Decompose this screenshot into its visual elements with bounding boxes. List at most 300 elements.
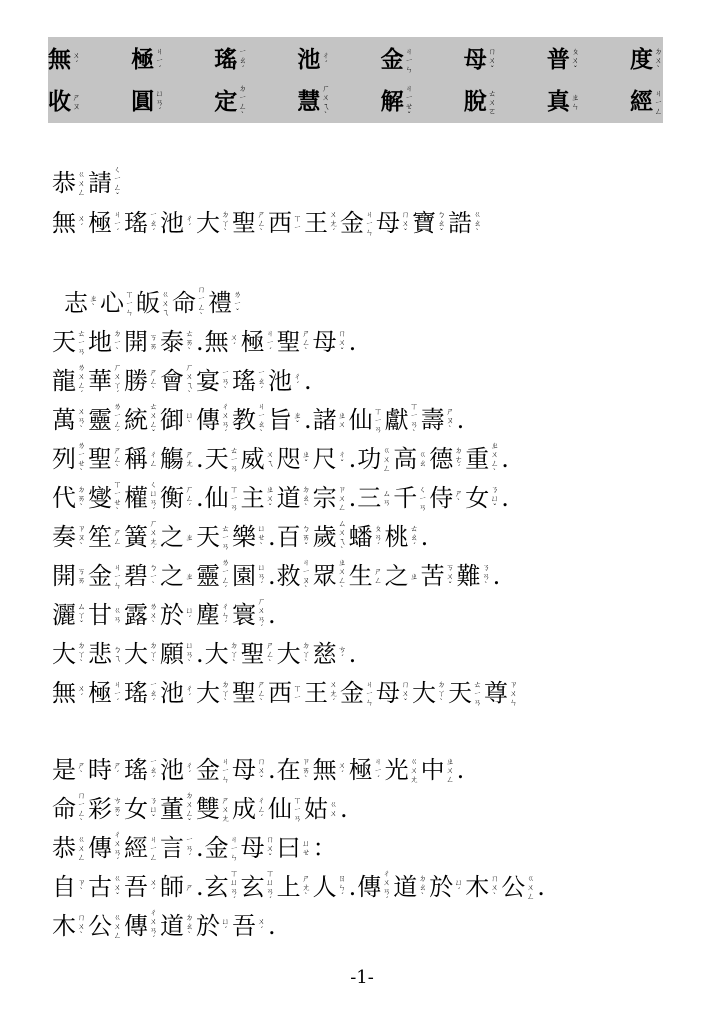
- text-char: [160, 203, 196, 243]
- zhuyin-annotation: ㄐㄧㄥ: [654, 88, 663, 116]
- punctuation-mark: .: [304, 367, 312, 395]
- hanzi: 歲: [312, 523, 337, 551]
- text-char: [277, 867, 313, 907]
- zhuyin-annotation: ㄇㄨˋ: [77, 912, 86, 940]
- hanzi: 請: [88, 169, 112, 197]
- text-char: [412, 203, 448, 243]
- punctuation-mark: .: [340, 795, 348, 823]
- text-line: [52, 750, 714, 790]
- hanzi: 極: [348, 756, 373, 784]
- zhuyin-annotation: ㄩㄝ: [302, 839, 311, 857]
- zhuyin-annotation: ㄌㄧˇ: [233, 289, 242, 317]
- text-char: [429, 867, 465, 907]
- punctuation: [349, 322, 358, 362]
- text-char: [124, 828, 160, 868]
- hanzi: 金: [88, 562, 112, 590]
- hanzi: 池: [160, 756, 184, 784]
- zhuyin-annotation: ㄍㄨㄥ: [77, 834, 86, 862]
- punctuation-mark: .: [196, 834, 204, 862]
- zhuyin-annotation: ㄌㄧㄥˊ: [113, 402, 122, 438]
- text-char: [196, 750, 232, 790]
- zhuyin-annotation: ㄔㄨㄢˊ: [382, 869, 391, 905]
- hanzi: 地: [88, 328, 112, 356]
- text-char: [313, 750, 349, 790]
- punctuation-mark: .: [348, 445, 357, 473]
- text-char: [393, 478, 429, 518]
- text-char: [277, 828, 313, 868]
- hanzi: 瑤: [214, 46, 238, 73]
- zhuyin-annotation: ㄔㄣˊ: [221, 601, 230, 629]
- title-char: [297, 39, 330, 81]
- text-char: [457, 556, 493, 596]
- hanzi: 玄: [204, 873, 229, 901]
- zhuyin-annotation: ㄕㄥˋ: [257, 679, 266, 707]
- hanzi: 極: [88, 209, 112, 237]
- text-line: [52, 361, 714, 401]
- text-line: [52, 400, 714, 440]
- hanzi: 侍: [429, 484, 454, 512]
- hanzi: 極: [88, 679, 112, 707]
- text-char: [52, 203, 88, 243]
- zhuyin-annotation: ㄐㄧㄣ: [405, 46, 414, 74]
- zhuyin-annotation: ㄉㄨㄥˇ: [185, 791, 194, 827]
- text-char: [88, 828, 124, 868]
- zhuyin-annotation: ㄓㄨˇ: [266, 484, 275, 512]
- text-char: [241, 322, 277, 362]
- title-char: [547, 81, 580, 123]
- title-char: [547, 39, 580, 81]
- hanzi: 自: [52, 873, 76, 901]
- zhuyin-annotation: ㄧㄢˋ: [221, 367, 230, 395]
- hanzi: 言: [160, 834, 184, 862]
- punctuation-mark: .: [268, 523, 276, 551]
- text-char: [52, 750, 88, 790]
- zhuyin-annotation: ㄐㄧˊ: [113, 679, 122, 707]
- punctuation: [537, 867, 546, 907]
- text-char: [52, 322, 88, 362]
- text-char: [88, 400, 124, 440]
- hanzi: 古: [88, 873, 112, 901]
- text-char: [124, 789, 160, 829]
- text-char: [385, 556, 421, 596]
- text-char: [160, 750, 196, 790]
- zhuyin-annotation: ㄍㄠ: [418, 450, 427, 468]
- text-line: [52, 789, 714, 829]
- hanzi: 西: [268, 209, 292, 237]
- hanzi: 靈: [88, 406, 112, 434]
- zhuyin-annotation: ㄇㄧㄥˋ: [197, 285, 206, 321]
- zhuyin-annotation: ㄎㄞ: [149, 333, 158, 351]
- zhuyin-annotation: ㄨㄤˊ: [329, 209, 338, 237]
- title-char: [464, 81, 497, 123]
- text-char: [385, 400, 421, 440]
- zhuyin-annotation: ㄉㄧˋ: [113, 328, 122, 356]
- hanzi: 列: [52, 445, 76, 473]
- zhuyin-annotation: ㄔㄥˊ: [257, 795, 266, 823]
- text-char: [88, 634, 124, 674]
- zhuyin-annotation: ㄊㄧㄢ: [77, 328, 86, 356]
- text-char: [52, 789, 88, 829]
- text-char: [241, 828, 277, 868]
- zhuyin-annotation: ㄉㄠˋ: [302, 484, 311, 512]
- text-char: [124, 867, 160, 907]
- hanzi: 之: [160, 523, 184, 551]
- hanzi: 無: [52, 209, 76, 237]
- hanzi: 高: [393, 445, 418, 473]
- zhuyin-annotation: ㄏㄥˊ: [185, 484, 194, 512]
- zhuyin-annotation: ㄊㄧㄢ: [230, 445, 239, 473]
- zhuyin-annotation: ㄏㄨㄟˋ: [185, 363, 194, 399]
- punctuation-mark: .: [537, 873, 545, 901]
- hanzi: 願: [160, 640, 184, 668]
- page-number: -1-: [350, 967, 374, 988]
- zhuyin-annotation: ㄒㄧㄢ: [230, 484, 239, 512]
- text-line: [52, 867, 714, 907]
- punctuation: [349, 439, 358, 479]
- zhuyin-annotation: ㄕˊ: [113, 761, 122, 779]
- text-char: [196, 556, 232, 596]
- hanzi: 悲: [88, 640, 112, 668]
- text-char: [208, 283, 244, 323]
- zhuyin-annotation: ㄓㄨㄥˋ: [338, 558, 347, 594]
- text-char: [205, 867, 241, 907]
- title-char: [297, 81, 330, 123]
- text-line: [52, 163, 714, 203]
- hanzi: 御: [160, 406, 184, 434]
- zhuyin-annotation: ㄍㄨㄟ: [161, 289, 170, 317]
- text-char: [232, 203, 268, 243]
- hanzi: 西: [268, 679, 292, 707]
- punctuation: [268, 556, 277, 596]
- text-char: [349, 400, 385, 440]
- punctuation: [268, 906, 277, 946]
- hanzi: 人: [312, 873, 337, 901]
- hanzi: 天: [52, 328, 76, 356]
- text-char: [232, 361, 268, 401]
- hanzi: 大: [276, 640, 301, 668]
- hanzi: 之: [384, 562, 409, 590]
- text-char: [64, 283, 100, 323]
- zhuyin-annotation: ㄘˊ: [338, 645, 347, 663]
- title-char: [381, 81, 414, 123]
- text-char: [196, 203, 232, 243]
- hanzi: 雙: [196, 795, 220, 823]
- text-char: [357, 439, 393, 479]
- zhuyin-annotation: ㄍㄨㄥ: [526, 873, 535, 901]
- text-char: [160, 595, 196, 635]
- zhuyin-annotation: ㄐㄧˊ: [266, 328, 275, 356]
- hanzi: 度: [629, 46, 653, 73]
- zhuyin-annotation: ㄐㄧㄠˋ: [257, 402, 266, 438]
- text-char: [88, 867, 124, 907]
- hanzi: 真: [546, 88, 570, 115]
- punctuation-mark: .: [268, 601, 276, 629]
- text-char: [124, 203, 160, 243]
- zhuyin-annotation: ㄏㄨㄤˊ: [149, 519, 158, 555]
- hanzi: 曰: [276, 834, 301, 862]
- zhuyin-annotation: ㄕㄥˋ: [302, 328, 311, 356]
- hanzi: 無: [48, 46, 71, 73]
- zhuyin-annotation: ㄅㄧˋ: [149, 562, 158, 590]
- hanzi: 中: [420, 756, 445, 784]
- zhuyin-annotation: ㄔˇ: [338, 450, 347, 468]
- hanzi: 於: [429, 873, 454, 901]
- text-char: [232, 595, 268, 635]
- zhuyin-annotation: ㄓㄨ: [338, 411, 347, 429]
- zhuyin-annotation: ㄊㄧㄢ: [221, 523, 230, 551]
- text-char: [277, 556, 313, 596]
- hanzi: 燮: [88, 484, 112, 512]
- hanzi: 金: [196, 756, 220, 784]
- text-char: [313, 517, 349, 557]
- text-char: [277, 750, 313, 790]
- zhuyin-annotation: ㄉㄚˋ: [221, 209, 230, 237]
- hanzi: 恭: [52, 834, 76, 862]
- hanzi: 經: [124, 834, 148, 862]
- hanzi: 代: [52, 484, 76, 512]
- hanzi: 傳: [196, 406, 220, 434]
- text-char: [376, 673, 412, 713]
- hanzi: 金: [204, 834, 229, 862]
- hanzi: 脫: [463, 88, 487, 115]
- hanzi: 圓: [131, 88, 155, 115]
- hanzi: 解: [380, 88, 404, 115]
- punctuation-mark: .: [348, 484, 357, 512]
- text-char: [232, 556, 268, 596]
- zhuyin-annotation: ㄕˋ: [77, 761, 86, 779]
- zhuyin-annotation: ㄓㄨㄥ: [446, 756, 455, 784]
- text-char: [205, 478, 241, 518]
- hanzi: 權: [124, 484, 148, 512]
- hanzi: 統: [124, 406, 148, 434]
- hanzi: 宗: [312, 484, 337, 512]
- text-char: [88, 517, 124, 557]
- text-char: [313, 478, 349, 518]
- hanzi: 宴: [196, 367, 220, 395]
- zhuyin-annotation: ㄗㄨㄥ: [338, 484, 347, 512]
- zhuyin-annotation: ㄐㄧㄣ: [230, 834, 239, 862]
- zhuyin-annotation: ㄔㄥ: [149, 450, 158, 468]
- zhuyin-annotation: ㄔㄨㄢˊ: [221, 402, 230, 438]
- text-char: [349, 750, 385, 790]
- zhuyin-annotation: ㄗㄡˋ: [77, 523, 86, 551]
- text-char: [136, 283, 172, 323]
- punctuation: [501, 478, 510, 518]
- hanzi: 天: [204, 445, 229, 473]
- text-char: [340, 673, 376, 713]
- hanzi: 獻: [384, 406, 409, 434]
- zhuyin-annotation: ㄨˊ: [149, 878, 158, 896]
- title-row-2: [48, 81, 663, 123]
- text-char: [232, 400, 268, 440]
- zhuyin-annotation: ㄘㄞˇ: [113, 795, 122, 823]
- hanzi: 母: [376, 209, 400, 237]
- text-char: [52, 867, 88, 907]
- zhuyin-annotation: ㄨㄟ: [266, 450, 275, 468]
- text-char: [88, 439, 124, 479]
- hanzi: 聖: [276, 328, 301, 356]
- zhuyin-annotation: ㄒㄧㄢ: [374, 406, 383, 434]
- text-char: [304, 203, 340, 243]
- zhuyin-annotation: ㄇㄧㄥˋ: [77, 791, 86, 827]
- hanzi: 寰: [232, 601, 256, 629]
- hanzi: 德: [429, 445, 454, 473]
- zhuyin-annotation: ㄩˊ: [454, 878, 463, 896]
- punctuation-mark: .: [456, 406, 465, 434]
- hanzi: 光: [384, 756, 409, 784]
- hanzi: 救: [276, 562, 301, 590]
- zhuyin-annotation: ㄨˊ: [77, 214, 86, 232]
- hanzi: 三: [357, 484, 382, 512]
- hanzi: 母: [232, 756, 256, 784]
- punctuation-mark: .: [348, 640, 357, 668]
- zhuyin-annotation: ㄒㄩㄢˊ: [266, 869, 275, 905]
- zhuyin-annotation: ㄉㄚˋ: [77, 640, 86, 668]
- punctuation-mark: .: [268, 562, 276, 590]
- text-char: [124, 595, 160, 635]
- zhuyin-annotation: ㄕㄥˋ: [266, 640, 275, 668]
- zhuyin-annotation: ㄐㄧㄣ: [365, 679, 374, 707]
- zhuyin-annotation: ㄆㄢˊ: [374, 523, 383, 551]
- hanzi: 志: [64, 289, 88, 317]
- title-char: [630, 81, 663, 123]
- hanzi: 王: [304, 209, 328, 237]
- hanzi: 金: [340, 679, 364, 707]
- text-char: [357, 867, 393, 907]
- text-char: [124, 673, 160, 713]
- title-char: [381, 39, 414, 81]
- text-char: [88, 595, 124, 635]
- zhuyin-annotation: ㄩㄢˋ: [185, 640, 194, 668]
- hanzi: 董: [160, 795, 184, 823]
- hanzi: 難: [456, 562, 481, 590]
- zhuyin-annotation: ㄉㄜˊ: [454, 445, 463, 473]
- hanzi: 仙: [348, 406, 373, 434]
- punctuation-mark: .: [304, 406, 312, 434]
- text-char: [52, 400, 88, 440]
- zhuyin-annotation: ㄅㄠˇ: [437, 209, 446, 237]
- hanzi: 池: [160, 209, 184, 237]
- text-char: [196, 595, 232, 635]
- title-char: [214, 81, 247, 123]
- punctuation-mark: .: [501, 445, 509, 473]
- text-char: [349, 517, 385, 557]
- zhuyin-annotation: ㄏㄨㄚˊ: [113, 363, 122, 399]
- hanzi: 公: [501, 873, 526, 901]
- title-char: [131, 39, 164, 81]
- text-char: [304, 789, 340, 829]
- zhuyin-annotation: ㄕㄥˋ: [257, 209, 266, 237]
- hanzi: 道: [160, 912, 184, 940]
- punctuation: [196, 478, 205, 518]
- zhuyin-annotation: ㄒㄩㄢˊ: [230, 869, 239, 905]
- text-char: [88, 750, 124, 790]
- punctuation-mark: .: [492, 562, 501, 590]
- hanzi: 恭: [52, 169, 76, 197]
- hanzi: 大: [204, 640, 229, 668]
- hanzi: 威: [240, 445, 265, 473]
- zhuyin-annotation: ㄧㄠˊ: [149, 756, 158, 784]
- zhuyin-annotation: ㄅㄞˇ: [302, 523, 311, 551]
- punctuation: [196, 439, 205, 479]
- text-line: [52, 322, 714, 362]
- text-char: [304, 673, 340, 713]
- text-char: [313, 322, 349, 362]
- hanzi: 傳: [357, 873, 382, 901]
- text-char: [448, 673, 484, 713]
- text-char: [52, 517, 88, 557]
- text-char: [124, 361, 160, 401]
- zhuyin-annotation: ㄗㄞˋ: [302, 756, 311, 784]
- zhuyin-annotation: ㄩˊ: [221, 917, 230, 935]
- zhuyin-annotation: ㄨˊ: [257, 917, 266, 935]
- text-char: [160, 789, 196, 829]
- zhuyin-annotation: ㄇㄨˇ: [257, 756, 266, 784]
- punctuation: [493, 556, 502, 596]
- hanzi: 池: [160, 679, 184, 707]
- zhuyin-annotation: ㄨㄢˋ: [77, 406, 86, 434]
- punctuation: [457, 750, 466, 790]
- zhuyin-annotation: ㄍㄨㄥ: [77, 169, 86, 197]
- hanzi: 吾: [124, 873, 148, 901]
- title-char: [48, 81, 81, 123]
- zhuyin-annotation: ㄕㄡ: [72, 93, 81, 111]
- zhuyin-annotation: ㄓ: [185, 532, 194, 542]
- text-char: [160, 478, 196, 518]
- text-char: [429, 439, 465, 479]
- hanzi: 塵: [196, 601, 220, 629]
- text-char: [313, 400, 349, 440]
- hanzi: 仙: [204, 484, 229, 512]
- hanzi: 簧: [124, 523, 148, 551]
- hanzi: 瑤: [232, 367, 256, 395]
- hanzi: 大: [52, 640, 76, 668]
- text-char: [196, 673, 232, 713]
- zhuyin-annotation: ㄒㄧㄢˋ: [410, 402, 419, 438]
- zhuyin-annotation: ㄅㄟ: [113, 645, 122, 663]
- zhuyin-annotation: ㄉㄧㄥˋ: [238, 84, 247, 120]
- text-char: [52, 828, 88, 868]
- punctuation: [196, 634, 205, 674]
- hanzi: 在: [276, 756, 301, 784]
- text-char: [160, 828, 196, 868]
- zhuyin-annotation: ㄕㄥ: [374, 567, 383, 585]
- punctuation-mark: .: [196, 873, 204, 901]
- zhuyin-annotation: ㄋㄢˋ: [482, 562, 491, 590]
- text-line: [52, 556, 714, 596]
- punctuation: [340, 789, 349, 829]
- zhuyin-annotation: ㄓ: [185, 571, 194, 581]
- hanzi: 千: [393, 484, 418, 512]
- punctuation-mark: .: [456, 756, 465, 784]
- hanzi: 命: [52, 795, 76, 823]
- text-char: [313, 634, 349, 674]
- zhuyin-annotation: ㄉㄚˋ: [149, 640, 158, 668]
- title-char: [630, 39, 663, 81]
- text-char: [196, 789, 232, 829]
- text-char: [160, 556, 196, 596]
- punctuation-mark: .: [348, 873, 357, 901]
- hanzi: 於: [196, 912, 220, 940]
- text-char: [448, 203, 484, 243]
- hanzi: 姑: [304, 795, 328, 823]
- zhuyin-annotation: ㄔㄨㄢˊ: [113, 830, 122, 866]
- text-char: [124, 556, 160, 596]
- punctuation: [421, 517, 430, 557]
- zhuyin-annotation: ㄌㄧㄝˋ: [77, 441, 86, 477]
- text-char: [160, 439, 196, 479]
- punctuation-mark: .: [196, 328, 204, 356]
